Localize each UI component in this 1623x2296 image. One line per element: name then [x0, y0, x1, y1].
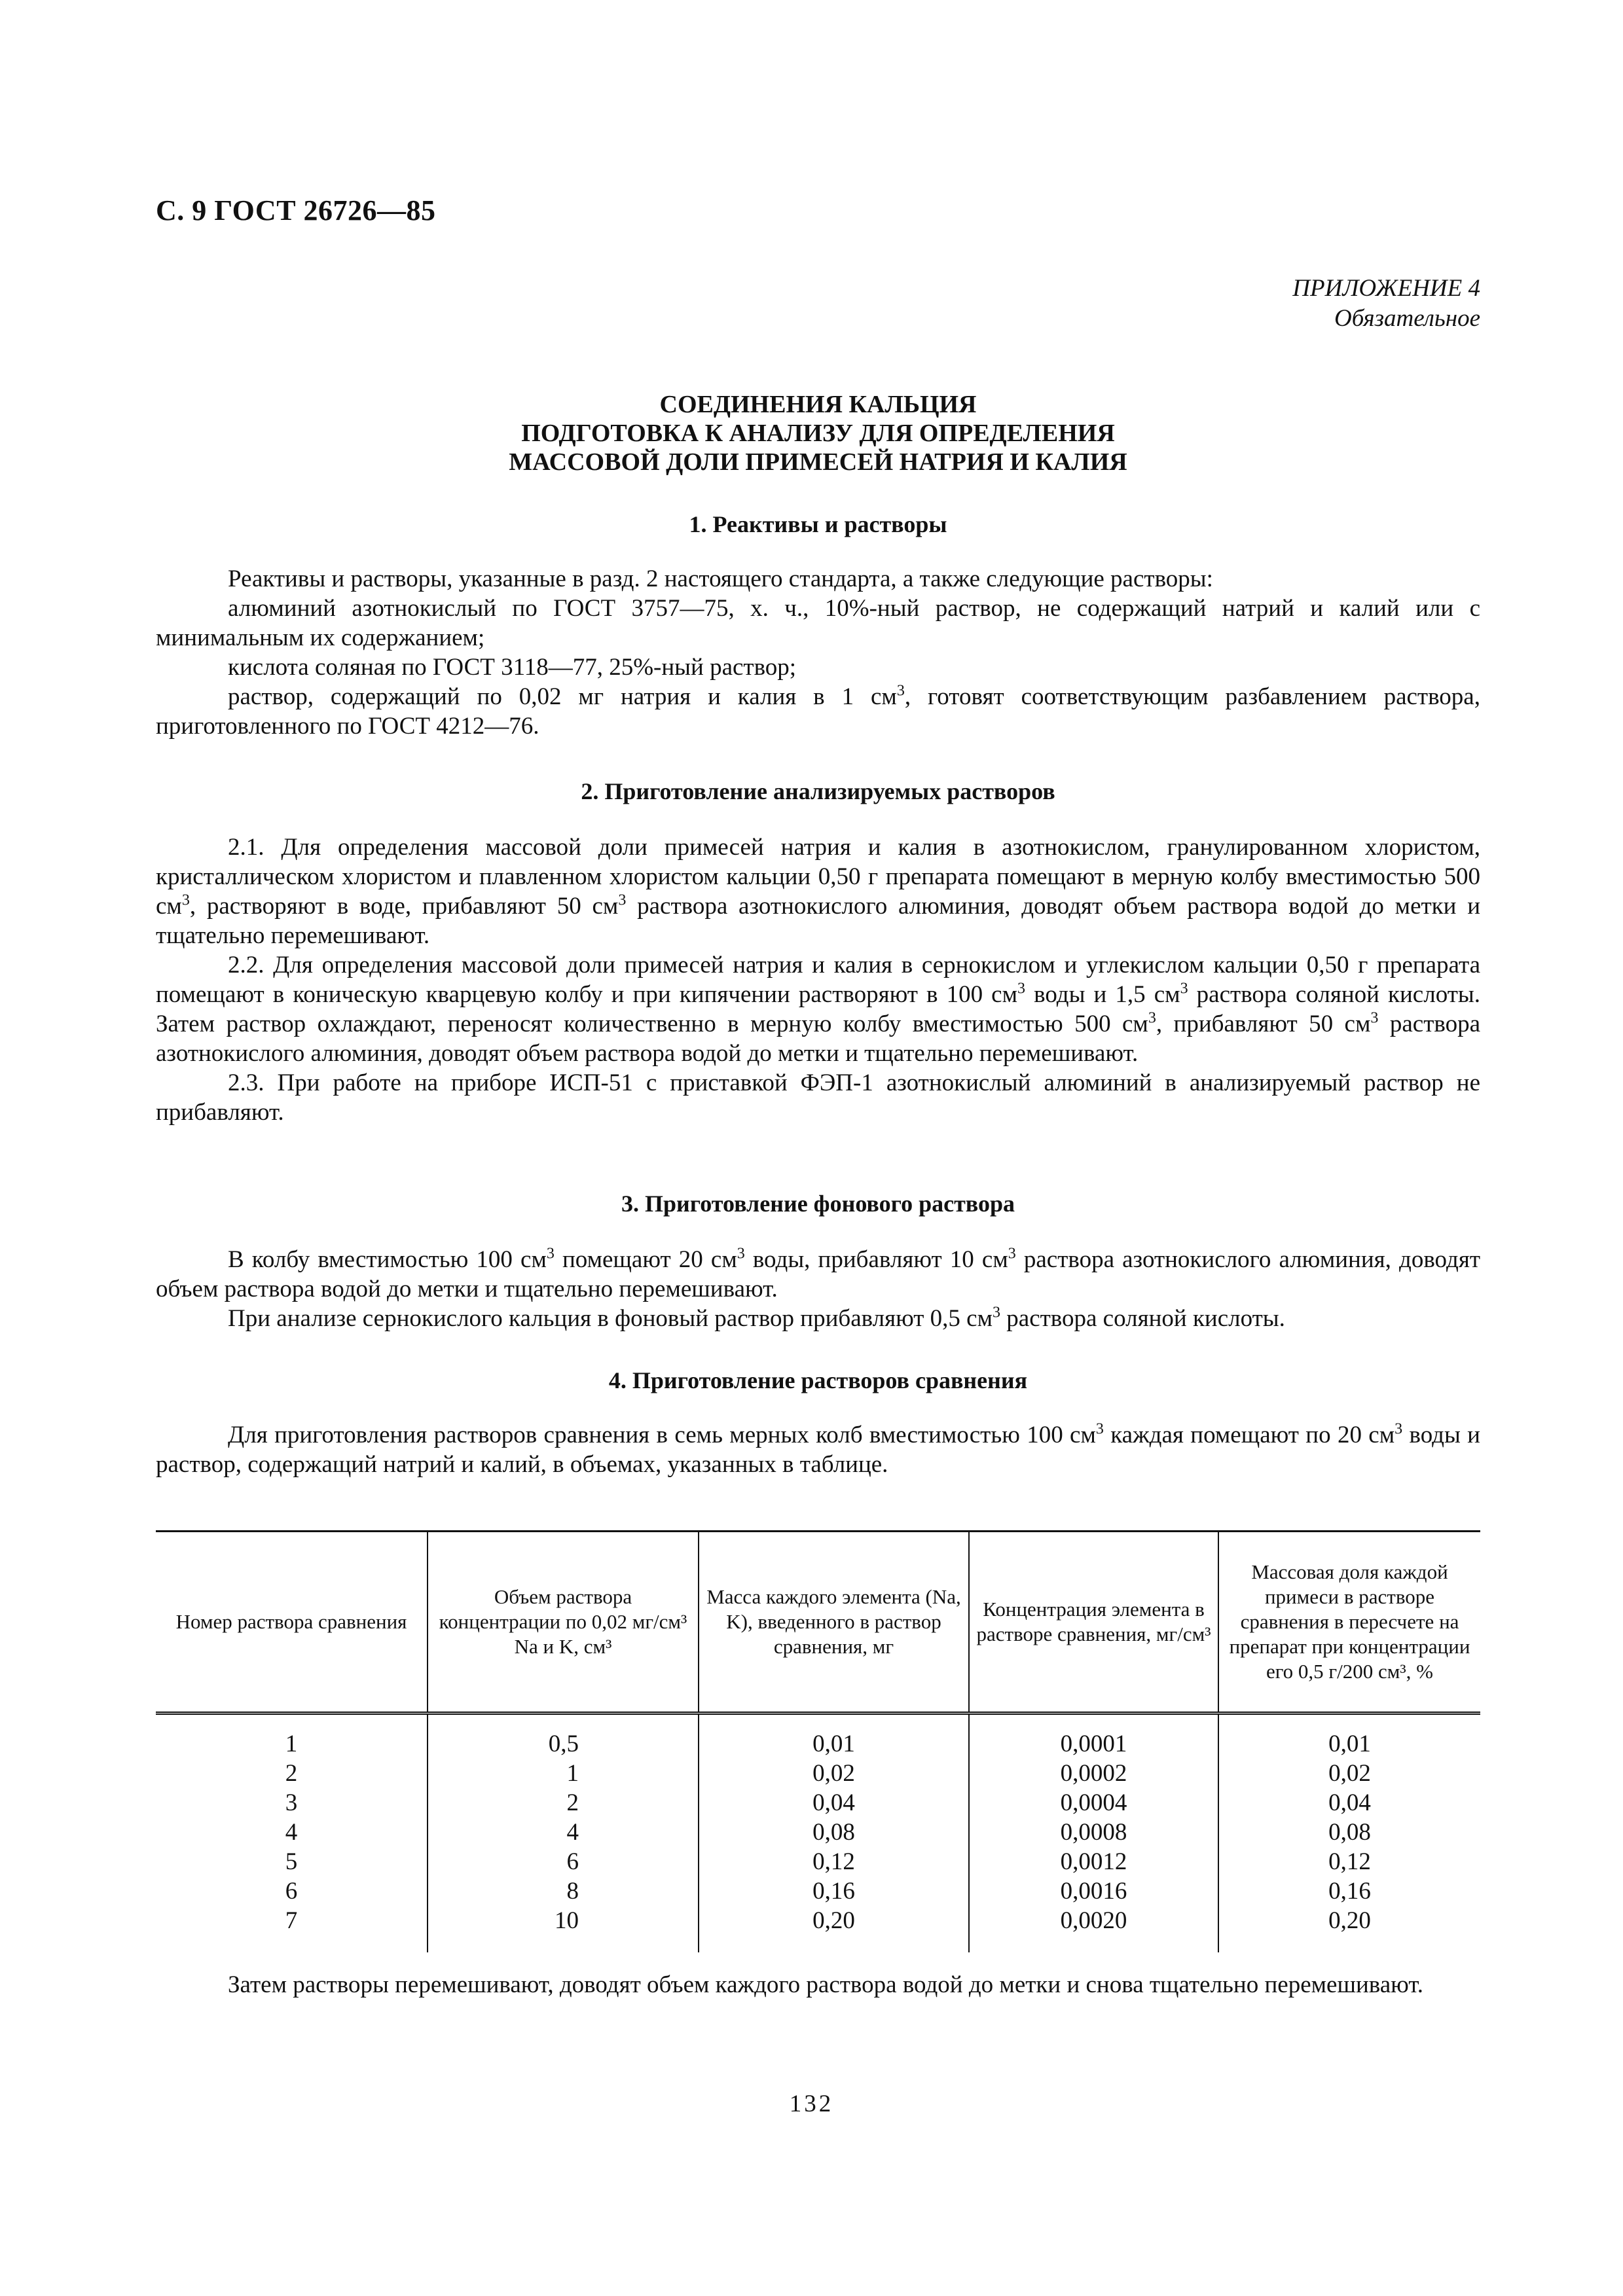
paragraph: 2.3. При работе на приборе ИСП-51 с приставкой ФЭП-1 азотнокислый алюминий в анализируемый раствор не прибавляют. [156, 1069, 1480, 1126]
table-cell: 0,0001 [969, 1713, 1218, 1759]
table-cell: 0,01 [699, 1713, 969, 1759]
table-row [156, 1788, 1480, 1818]
column-header-concentration: Концентрация элемента в растворе сравнения, мг/см³ [969, 1532, 1218, 1713]
reference-solutions-table-wrap [156, 1530, 1480, 1952]
column-header-mass-fraction: Массовая доля каждой примеси в растворе сравнения в пересчете на препарат при концентрации его 0,5 г/200 см³, % [1218, 1532, 1480, 1713]
closing-body [156, 1970, 1480, 2000]
table-cell: 0,0012 [969, 1847, 1218, 1876]
column-header-solution-number: Номер раствора сравнения [156, 1532, 428, 1713]
table-cell: 0,04 [1218, 1788, 1480, 1818]
document-title [156, 390, 1480, 476]
table-cell: 4 [285, 1819, 298, 1846]
table-cell: 0,16 [699, 1876, 969, 1906]
paragraph: В колбу вместимостью 100 $см^3$ помещают 20 $см^3$ воды, прибавляют 10 $см^3$ раствора азотнокислого алюминия, доводят объем раствора водой до метки и тщательно перемешивают. [156, 1245, 1481, 1302]
table-cell: 8 [428, 1876, 699, 1906]
title-line: МАССОВОЙ ДОЛИ ПРИМЕСЕЙ НАТРИЯ И КАЛИЯ [509, 448, 1127, 476]
table-row [156, 1876, 1480, 1906]
table-cell: 0,16 [1218, 1876, 1480, 1906]
table-cell: 4 [428, 1818, 699, 1847]
appendix-label-block [1292, 274, 1480, 334]
table-cell: 0,12 [699, 1847, 969, 1876]
table-cell: 0,0004 [969, 1788, 1218, 1818]
paragraph: 2.2. Для определения массовой доли примесей натрия и калия в сернокислом и углекислом кальции 0,50 г препарата помещают в коническую кварцевую колбу и при кипячении растворяют в 100 $см^3$ воды и 1,5 $см^3$ раствора соляной кислоты. Затем раствор охлаждают, переносят количественно в мерную колбу вместимостью 500 $см^3$, прибавляют 50 $см^3$ раствора азотнокислого алюминия, доводят объем раствора водой до метки и тщательно перемешивают. [156, 952, 1480, 1067]
table-cell: 0,0002 [969, 1759, 1218, 1788]
table-cell: 0,0016 [969, 1876, 1218, 1906]
section-heading-background-solution: 3. Приготовление фонового раствора [621, 1191, 1015, 1217]
paragraph: Для приготовления растворов сравнения в семь мерных колб вместимостью 100 $см^3$ каждая помещают по 20 $см^3$ воды и раствор, содержащий натрий и калий, в объемах, указанных в таблице. [156, 1420, 1480, 1478]
page-number: 132 [789, 2090, 834, 2117]
table-cell: 1 [285, 1731, 298, 1757]
table-cell: 5 [285, 1848, 298, 1875]
section-heading-reagents: 1. Реактивы и растворы [689, 511, 947, 537]
paragraph: Реактивы и растворы, указанные в разд. 2 настоящего стандарта, а также следующие растворы: [228, 565, 1213, 592]
paragraph: кислота соляная по ГОСТ 3118—77, 25%-ный раствор; [228, 654, 797, 681]
table-cell: 0,20 [699, 1906, 969, 1952]
table-cell: 0,08 [1218, 1818, 1480, 1847]
column-header-element-mass: Масса каждого элемента (Na, K), введенного в раствор сравнения, мг [699, 1532, 969, 1713]
section-heading-reference-solutions: 4. Приготовление растворов сравнения [608, 1367, 1028, 1393]
table-cell: 0,20 [1218, 1906, 1480, 1952]
table-cell: 0,5 [428, 1713, 699, 1759]
reference-solutions-table [156, 1530, 1480, 1952]
section-background-solution-body [156, 1245, 1480, 1333]
section-reagents-body [156, 564, 1480, 741]
appendix-label: ПРИЛОЖЕНИЕ 4 [1292, 275, 1480, 302]
table-cell: 0,02 [699, 1759, 969, 1788]
table-cell: 0,01 [1218, 1713, 1480, 1759]
paragraph: 2.1. Для определения массовой доли примесей натрия и калия в азотнокислом, гранулированном хлористом, кристаллическом хлористом и плавленном хлористом кальции 0,50 г препарата помещают в мерную колбу вместимостью 500 $см^3$, растворяют в воде, прибавляют 50 $см^3$ раствора азотнокислого алюминия, доводят объем раствора водой до метки и тщательно перемешивают. [156, 834, 1480, 949]
table-row [156, 1713, 1480, 1759]
table-cell: 2 [285, 1760, 298, 1787]
table-cell: 0,0008 [969, 1818, 1218, 1847]
title-line: ПОДГОТОВКА К АНАЛИЗУ ДЛЯ ОПРЕДЕЛЕНИЯ [521, 420, 1115, 447]
table-cell: 0,08 [699, 1818, 969, 1847]
table-row [156, 1847, 1480, 1876]
title-line: СОЕДИНЕНИЯ КАЛЬЦИЯ [659, 391, 977, 418]
table-cell: 7 [285, 1907, 298, 1934]
paragraph: алюминий азотнокислый по ГОСТ 3757—75, х. ч., 10%-ный раствор, не содержащий натрий и калий или с минимальным их содержанием; [156, 595, 1480, 651]
table-header-row [156, 1532, 1480, 1713]
table-body [156, 1713, 1480, 1953]
table-row [156, 1759, 1480, 1788]
table-cell: 0,02 [1218, 1759, 1480, 1788]
table-cell: 0,04 [699, 1788, 969, 1818]
section-reference-solutions-body [156, 1420, 1480, 1479]
table-cell: 10 [428, 1906, 699, 1952]
table-cell: 0,12 [1218, 1847, 1480, 1876]
page-header: С. 9 ГОСТ 26726—85 [156, 194, 436, 226]
section-heading-analyzed-solutions: 2. Приготовление анализируемых растворов [581, 778, 1055, 804]
table-row [156, 1906, 1480, 1952]
column-header-volume: Объем раствора концентрации по 0,02 мг/см³ Na и K, см³ [428, 1532, 699, 1713]
table-cell: 3 [285, 1789, 298, 1816]
section-analyzed-solutions-body [156, 833, 1480, 1127]
table-cell: 6 [285, 1878, 298, 1905]
paragraph: раствор, содержащий по 0,02 мг натрия и калия в 1 $см^3$, готовят соответствующим разбавлением раствора, приготовленного по ГОСТ 4212—76. [156, 682, 1480, 740]
paragraph: Затем растворы перемешивают, доводят объем каждого раствора водой до метки и снова тщательно перемешивают. [228, 1971, 1423, 1998]
table-cell: 2 [428, 1788, 699, 1818]
table-cell: 1 [428, 1759, 699, 1788]
table-cell: 0,0020 [969, 1906, 1218, 1952]
paragraph: При анализе сернокислого кальция в фоновый раствор прибавляют 0,5 $см^3$ раствора соляной кислоты. [228, 1304, 1285, 1332]
table-cell: 6 [428, 1847, 699, 1876]
table-row [156, 1818, 1480, 1847]
appendix-status: Обязательное [1334, 305, 1480, 332]
